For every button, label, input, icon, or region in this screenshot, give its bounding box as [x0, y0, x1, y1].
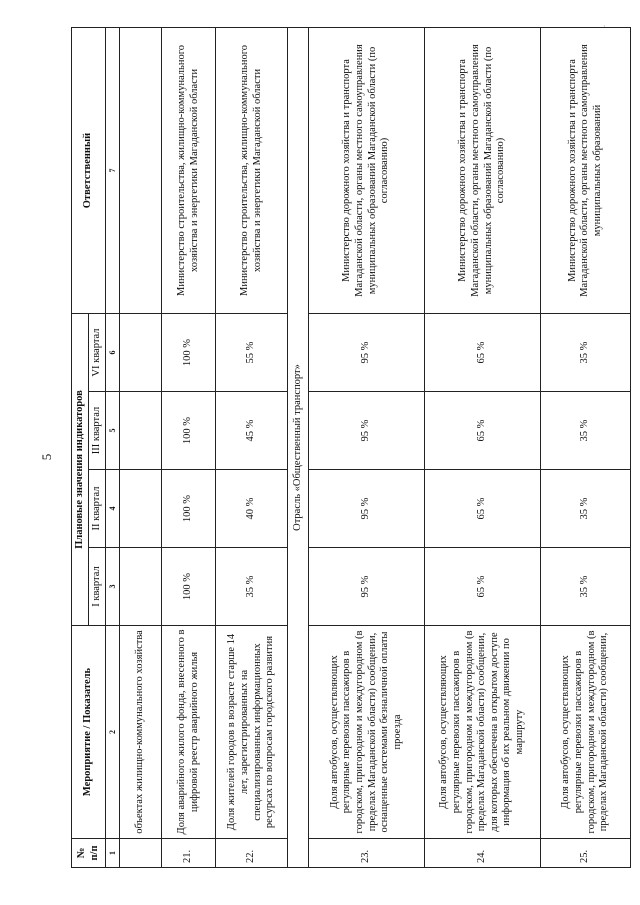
q3-value: 95 %: [309, 392, 425, 470]
q4-value: 95 %: [309, 314, 425, 392]
header-planned: Плановые значения индикаторов: [72, 314, 89, 626]
event-name: Доля автобусов, осуществляющих регулярные перевозки пассажиров в городском, пригородном и междугородном (в пределах Магаданской области) сообщении, оснащенные системами безналичной оплаты проезда: [309, 626, 425, 839]
row-number: 24.: [425, 839, 541, 868]
section-row: [288, 28, 309, 868]
table-row: [162, 28, 216, 868]
column-index: 3: [106, 548, 120, 626]
column-index: 1: [106, 839, 120, 868]
row-number: 23.: [309, 839, 425, 868]
column-index: 7: [106, 28, 120, 314]
row-number: 25.: [541, 839, 631, 868]
scan-mark: ·: [603, 22, 606, 31]
q4-value: [120, 314, 162, 392]
q1-value: 95 %: [309, 548, 425, 626]
header-q1: I квартал: [89, 548, 106, 626]
q3-value: 35 %: [541, 392, 631, 470]
row-number: [120, 839, 162, 868]
q4-value: 35 %: [541, 314, 631, 392]
q2-value: 35 %: [541, 470, 631, 548]
q3-value: 45 %: [216, 392, 288, 470]
q1-value: 35 %: [216, 548, 288, 626]
table-row: [425, 28, 541, 868]
rotated-table-container: [71, 28, 640, 868]
header-responsible: Ответственный: [72, 28, 106, 314]
column-index: 5: [106, 392, 120, 470]
row-number: 22.: [216, 839, 288, 868]
responsible: Министерство дорожного хозяйства и транспорта Магаданской области, органы местного самоуправления муниципальных образований: [541, 28, 631, 314]
q2-value: [120, 470, 162, 548]
responsible: Министерство дорожного хозяйства и транспорта Магаданской области, органы местного самоуправления муниципальных образований Магаданской области (по согласованию): [309, 28, 425, 314]
q1-value: 35 %: [541, 548, 631, 626]
q3-value: [120, 392, 162, 470]
q4-value: 100 %: [162, 314, 216, 392]
table-row: [120, 28, 162, 868]
q4-value: 65 %: [425, 314, 541, 392]
responsible: Министерство строительства, жилищно-коммунального хозяйства и энергетики Магаданской области: [216, 28, 288, 314]
q2-value: 40 %: [216, 470, 288, 548]
event-name: Доля автобусов, осуществляющих регулярные перевозки пассажиров в городском, пригородном и междугородном (в пределах Магаданской области) сообщении,: [541, 626, 631, 839]
q4-value: 55 %: [216, 314, 288, 392]
q1-value: 100 %: [162, 548, 216, 626]
responsible: Министерство строительства, жилищно-коммунального хозяйства и энергетики Магаданской области: [162, 28, 216, 314]
table-row: [309, 28, 425, 868]
q1-value: [120, 548, 162, 626]
q3-value: 65 %: [425, 392, 541, 470]
event-name: Доля аварийного жилого фонда, внесенного в цифровой реестр аварийного жилья: [162, 626, 216, 839]
q3-value: 100 %: [162, 392, 216, 470]
header-event: Мероприятие / Показатель: [72, 626, 106, 839]
q2-value: 95 %: [309, 470, 425, 548]
header-num: № п/п: [72, 839, 106, 868]
table-row: [541, 28, 631, 868]
section-title: Отрасль «Общественный транспорт»: [288, 28, 309, 868]
header-q4: VI квартал: [89, 314, 106, 392]
event-name: Доля автобусов, осуществляющих регулярные перевозки пассажиров в городском, пригородном и междугородном (в пределах Магаданской области) сообщении, для которых обеспечена в открытом доступе информация об их реальном движении по маршруту: [425, 626, 541, 839]
page-number: 5: [39, 453, 54, 461]
event-name: объектах жилищно-коммунального хозяйства: [120, 626, 162, 839]
event-name: Доля жителей городов в возрасте старше 14 лет, зарегистрированных на специализированных информационных ресурсах по вопросам городского развития: [216, 626, 288, 839]
header-q3: III квартал: [89, 392, 106, 470]
responsible: [120, 28, 162, 314]
q1-value: 65 %: [425, 548, 541, 626]
column-index: 4: [106, 470, 120, 548]
header-q2: II квартал: [89, 470, 106, 548]
column-index: 2: [106, 626, 120, 839]
row-number: 21.: [162, 839, 216, 868]
indicators-table: [71, 27, 631, 868]
column-index: 6: [106, 314, 120, 392]
q2-value: 100 %: [162, 470, 216, 548]
q2-value: 65 %: [425, 470, 541, 548]
table-row: [216, 28, 288, 868]
responsible: Министерство дорожного хозяйства и транспорта Магаданской области, органы местного самоуправления муниципальных образований Магаданской области (по согласованию): [425, 28, 541, 314]
